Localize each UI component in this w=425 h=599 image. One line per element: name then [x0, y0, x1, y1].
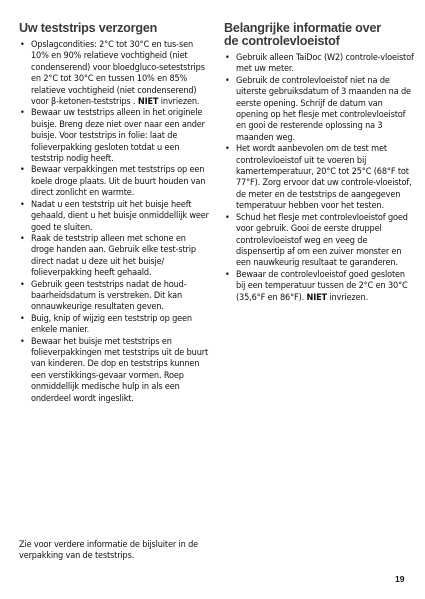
section-title-control-solution: [224, 22, 414, 48]
footer-note: Zie voor verdere informatie de bijsluiter in de verpakking van de teststrips.: [19, 540, 199, 562]
list-item: • Buig, knip of wijzig een teststrip op geen enkele manier.: [19, 314, 209, 337]
list-item: • Bewaar verpakkingen met teststrips op een koele droge plaats. Uit de buurt houden van direct zonlicht en warmte.: [19, 165, 209, 199]
list-item: • Bewaar uw teststrips alleen in het originele buisje. Breng deze niet over naar een ander buisje. Voor teststrips in folie: laat de folieverpakking gesloten totdat u een teststrip nodig heeft.: [19, 108, 209, 165]
list-item: • Gebruik geen teststrips nadat de houd-baarheidsdatum is verstreken. Dit kan onnauwkeurige resultaten geven.: [19, 280, 209, 314]
list-item: • Bewaar het buisje met teststrips en folieverpakkingen met teststrips uit de buurt van kinderen. De dop en teststrips kunnen een verstikkings-gevaar vormen. Roep onmiddellijk medische hulp in als een onderdeel wordt ingeslikt.: [19, 337, 209, 405]
list-item: • Nadat u een teststrip uit het buisje heeft gehaald, dient u het buisje onmiddellijk weer goed te sluiten.: [19, 200, 209, 234]
list-item: • Opslagcondities: 2°C tot 30°C en tus-sen 10% en 90% relatieve vochtigheid (niet condenserend) voor bloedgluco-seteststrips en 2°C tot 30°C en tussen 10% en 85% relatieve vochtigheid (niet condenserend) voor β-ketonen-teststrips . NIET invriezen.: [19, 40, 209, 108]
right-column: [224, 22, 414, 304]
list-item: • Raak de teststrip alleen met schone en droge handen aan. Gebruik elke test-strip direct nadat u deze uit het buisje/ folieverpakking heeft gehaald.: [19, 234, 209, 280]
section-title-teststrips: [19, 22, 209, 35]
section-title-line-2: de controlevloeistof: [224, 34, 340, 48]
page-number: 19: [395, 574, 405, 584]
control-solution-list: [224, 53, 414, 304]
section-title-text: Uw teststrips verzorgen: [19, 21, 158, 35]
list-item: • Gebruik de controlevloeistof niet na de uiterste gebruiksdatum of 3 maanden na de eerste opening. Schrijf de datum van opening op het flesje met controlevloeistof en gooi de resterende oplossing na 3 maanden weg.: [224, 76, 414, 144]
list-item: • Het wordt aanbevolen om de test met controlevloeistof uit te voeren bij kamertemperatuur, 20°C tot 25°C (68°F tot 77°F). Zorg ervoor dat uw controle-vloeistof, de meter en de teststrips de aangegeven temperatuur hebben voor het testen.: [224, 144, 414, 212]
list-item: • Bewaar de controlevloeistof goed gesloten bij een temperatuur tussen de 2°C en 30°C (35,6°F en 86°F). NIET invriezen.: [224, 270, 414, 304]
teststrip-care-list: [19, 40, 209, 405]
section-title-line-1: Belangrijke informatie over: [224, 21, 381, 35]
list-item: • Gebruik alleen TaiDoc (W2) controle-vloeistof met uw meter.: [224, 53, 414, 76]
list-item: • Schud het flesje met controlevloeistof goed voor gebruik. Gooi de eerste druppel controlevloeistof weg en veeg de dispensertip af om een zuiver monster en een nauwkeurig resultaat te garanderen.: [224, 213, 414, 270]
left-column: [19, 22, 209, 405]
